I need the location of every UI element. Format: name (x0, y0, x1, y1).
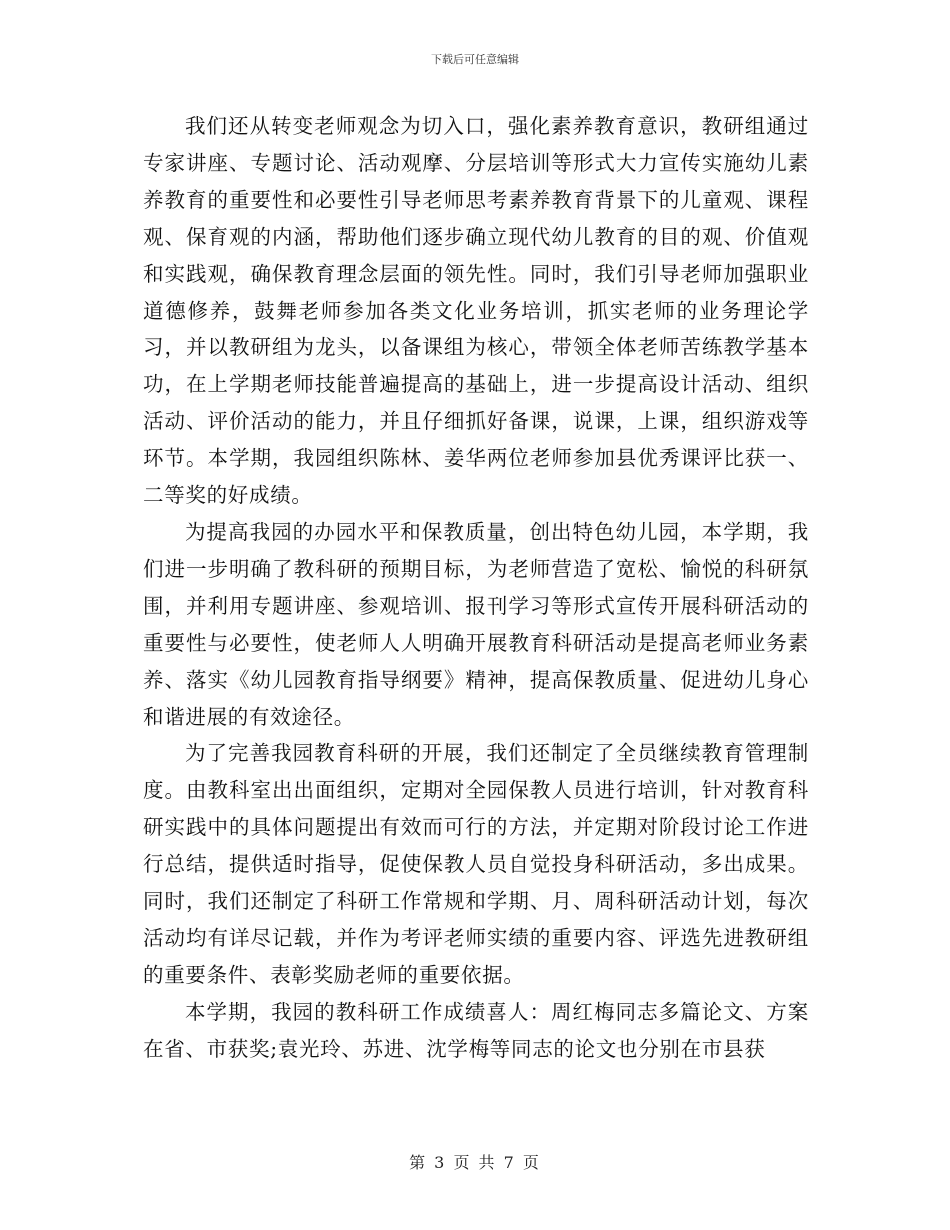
page-header: 下载后可任意编辑 (431, 53, 519, 66)
paragraph-3: 为了完善我园教育科研的开展，我们还制定了全员继续教育管理制度。由教科室出出面组织，定期对全园保教人员进行培训，针对教育科研实践中的具体问题提出有效而可行的方法，并定期对阶段讨论工作进行总结，提供适时指导，促使保教人员自觉投身科研活动，多出成果。同时，我们还制定了科研工作常规和学期、月、周科研活动计划，每次活动均有详尽记载，并作为考评老师实绩的重要内容、评选先进教研组的重要条件、表彰奖励老师的重要依据。 (143, 741, 809, 987)
paragraph-4: 本学期，我园的教科研工作成绩喜人：周红梅同志多篇论文、方案在省、市获奖;袁光玲、苏进、沈学梅等同志的论文也分别在市县获 (143, 999, 809, 1061)
footer-suffix: 页 (522, 1153, 541, 1172)
paragraph-2: 为提高我园的办园水平和保教质量，创出特色幼儿园，本学期，我们进一步明确了教科研的预期目标，为老师营造了宽松、愉悦的科研氛围，并利用专题讲座、参观培训、报刊学习等形式宣传开展科研活动的重要性与必要性，使老师人人明确开展教育科研活动是提高老师业务素养、落实《幼儿园教育指导纲要》精神，提高保教质量、促进幼儿身心和谐进展的有效途径。 (143, 519, 809, 729)
paragraph-1: 我们还从转变老师观念为切入口，强化素养教育意识，教研组通过专家讲座、专题讨论、活动观摩、分层培训等形式大力宣传实施幼儿素养教育的重要性和必要性引导老师思考素养教育背景下的儿童观、课程观、保育观的内涵，帮助他们逐步确立现代幼儿教育的目的观、价值观和实践观，确保教育理念层面的领先性。同时，我们引导老师加强职业道德修养，鼓舞老师参加各类文化业务培训，抓实老师的业务理论学习，并以教研组为龙头，以备课组为核心，带领全体老师苦练教学基本功，在上学期老师技能普遍提高的基础上，进一步提高设计活动、组织活动、评价活动的能力，并且仔细抓好备课，说课，上课，组织游戏等环节。本学期，我园组织陈林、姜华两位老师参加县优秀课评比获一、二等奖的好成绩。 (143, 114, 809, 508)
current-page-number: 3 (434, 1153, 447, 1172)
footer-prefix: 第 (409, 1153, 428, 1172)
page-footer (0, 1152, 950, 1174)
document-body (143, 108, 809, 1068)
total-page-count: 7 (503, 1153, 516, 1172)
footer-middle: 页 共 (453, 1153, 497, 1172)
